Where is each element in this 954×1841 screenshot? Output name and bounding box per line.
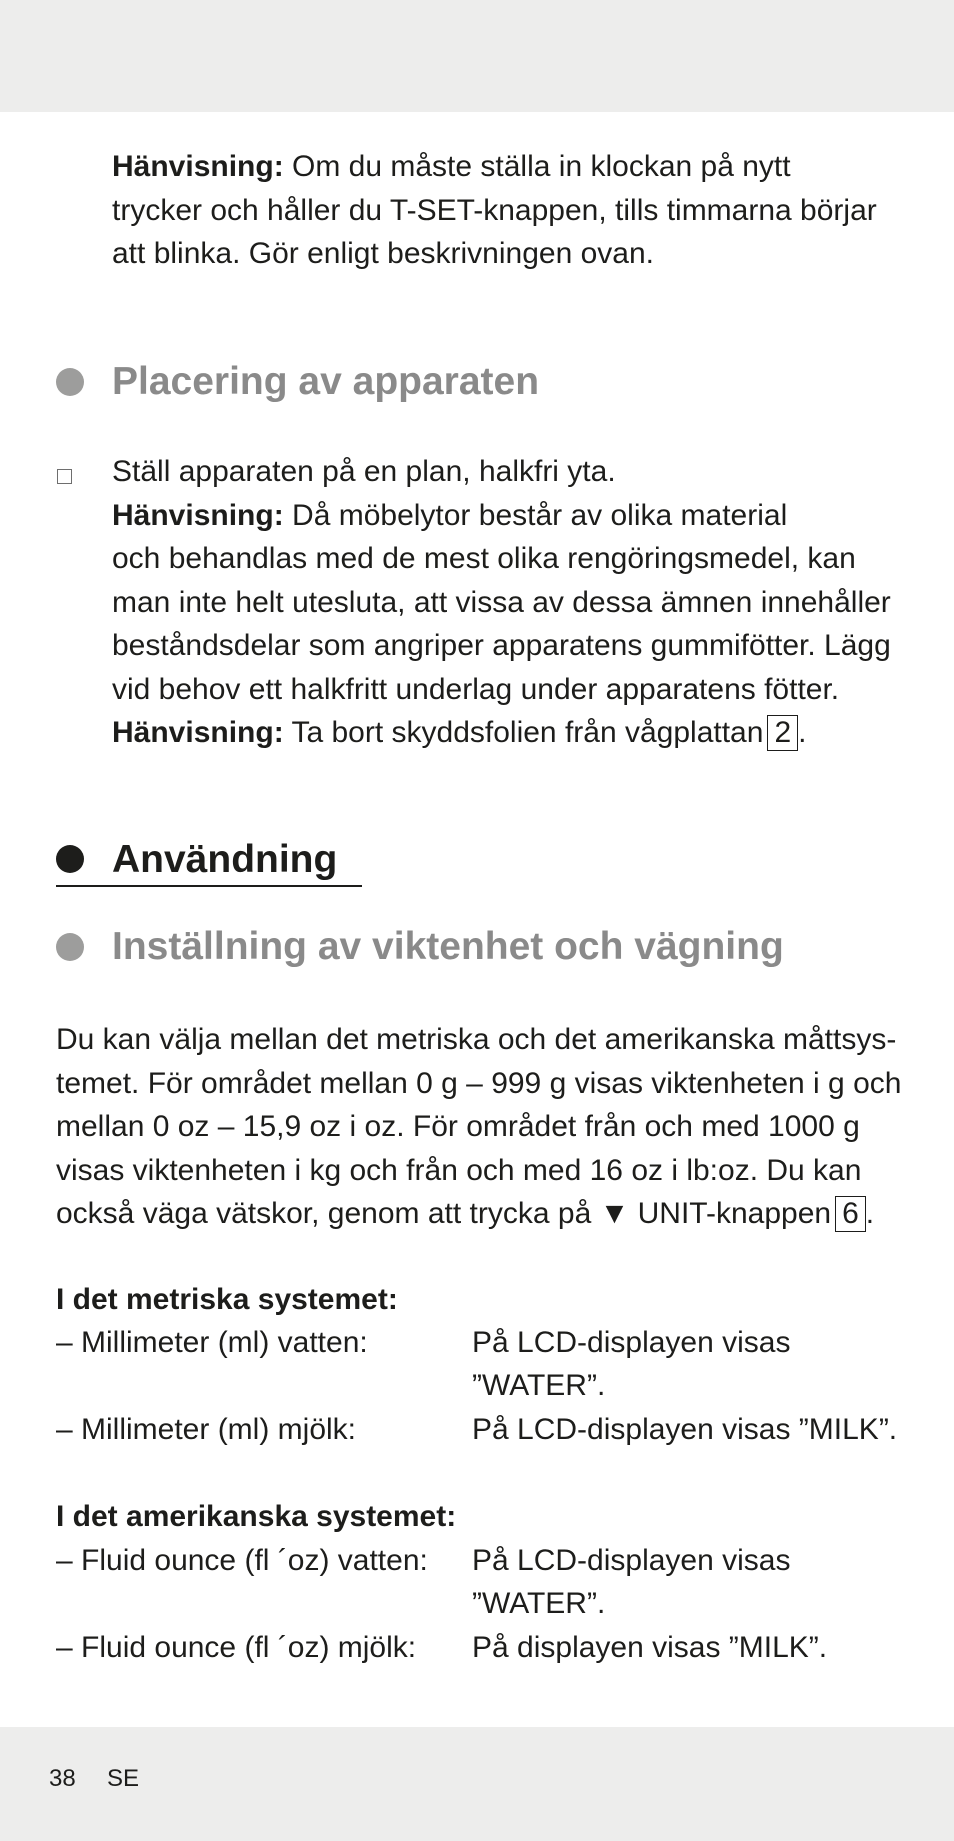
note-text: att blinka. Gör enligt beskrivningen ovan. xyxy=(112,237,654,270)
language-code: SE xyxy=(107,1765,140,1792)
paragraph-line: visas viktenheten i kg och från och med 16 oz i lb:oz. Du kan xyxy=(56,1153,862,1187)
usage-heading: Användning xyxy=(112,838,338,881)
figure-reference: 6 xyxy=(835,1196,866,1232)
bottom-band xyxy=(0,1727,954,1841)
note-text: . xyxy=(798,716,807,749)
intro-note xyxy=(112,145,912,276)
note-text: man inte helt utesluta, att vissa av dessa ämnen innehåller xyxy=(112,585,891,619)
american-row-value: ”WATER”. xyxy=(472,1587,606,1620)
note-label: Hänvisning: xyxy=(112,716,284,749)
note-text: beståndsdelar som angriper apparatens gummifötter. Lägg xyxy=(112,629,891,662)
page-number: 38 xyxy=(49,1765,76,1792)
section-bullet-icon xyxy=(56,845,84,873)
paragraph-line: temet. För området mellan 0 g – 999 g visas viktenheten i g och xyxy=(56,1066,902,1100)
metric-row-value: ”WATER”. xyxy=(472,1369,606,1402)
american-row-label: – Fluid ounce (fl ´oz) vatten: xyxy=(56,1544,428,1577)
american-row-value: På LCD-displayen visas xyxy=(472,1544,791,1577)
top-band xyxy=(0,0,954,112)
note-text: Då möbelytor består av olika material xyxy=(283,498,788,532)
unit-paragraph xyxy=(56,1018,902,1236)
american-row-label: – Fluid ounce (fl ´oz) mjölk: xyxy=(56,1631,417,1664)
placement-heading: Placering av apparaten xyxy=(112,360,540,403)
unit-setting-heading: Inställning av viktenhet och vägning xyxy=(112,925,784,968)
note-line xyxy=(112,494,912,538)
paragraph-text: också väga vätskor, genom att trycka på ▼ UNIT-knappen xyxy=(56,1197,832,1230)
heading-underline xyxy=(56,885,362,887)
metric-row-value: På LCD-displayen visas ”MILK”. xyxy=(472,1413,898,1446)
paragraph-line: mellan 0 oz – 15,9 oz i oz. För området från och med 1000 g xyxy=(56,1110,860,1143)
figure-reference: 2 xyxy=(767,715,798,751)
paragraph-line: Du kan välja mellan det metriska och det amerikanska måttsys- xyxy=(56,1023,897,1056)
paragraph-line xyxy=(56,1192,902,1236)
american-row-value: På displayen visas ”MILK”. xyxy=(472,1631,828,1664)
metric-row-value: På LCD-displayen visas xyxy=(472,1326,791,1359)
note-text: vid behov ett halkfritt underlag under apparatens fötter. xyxy=(112,672,840,706)
note-text: Ta bort skyddsfolien från vågplattan xyxy=(283,716,764,749)
american-heading: I det amerikanska systemet: xyxy=(56,1500,457,1533)
metric-row-label: – Millimeter (ml) vatten: xyxy=(56,1326,368,1359)
metric-heading: I det metriska systemet: xyxy=(56,1283,398,1316)
placement-item xyxy=(112,450,912,755)
note-label: Hänvisning: xyxy=(112,498,284,532)
note-label: Hänvisning: xyxy=(112,150,284,183)
intro-note-line1 xyxy=(112,145,912,189)
paragraph-text: . xyxy=(865,1197,875,1230)
section-bullet-icon xyxy=(56,368,84,396)
note-text: Om du måste ställa in klockan på nytt xyxy=(283,150,791,183)
note-line xyxy=(112,711,912,755)
section-bullet-icon xyxy=(56,933,84,961)
note-text: trycker och håller du T-SET-knappen, tills timmarna börjar xyxy=(112,193,877,227)
item-text: Ställ apparaten på en plan, halkfri yta. xyxy=(112,455,616,488)
metric-row-label: – Millimeter (ml) mjölk: xyxy=(56,1413,356,1446)
note-text: och behandlas med de mest olika rengöringsmedel, kan xyxy=(112,542,856,575)
checkbox-icon xyxy=(57,469,72,484)
